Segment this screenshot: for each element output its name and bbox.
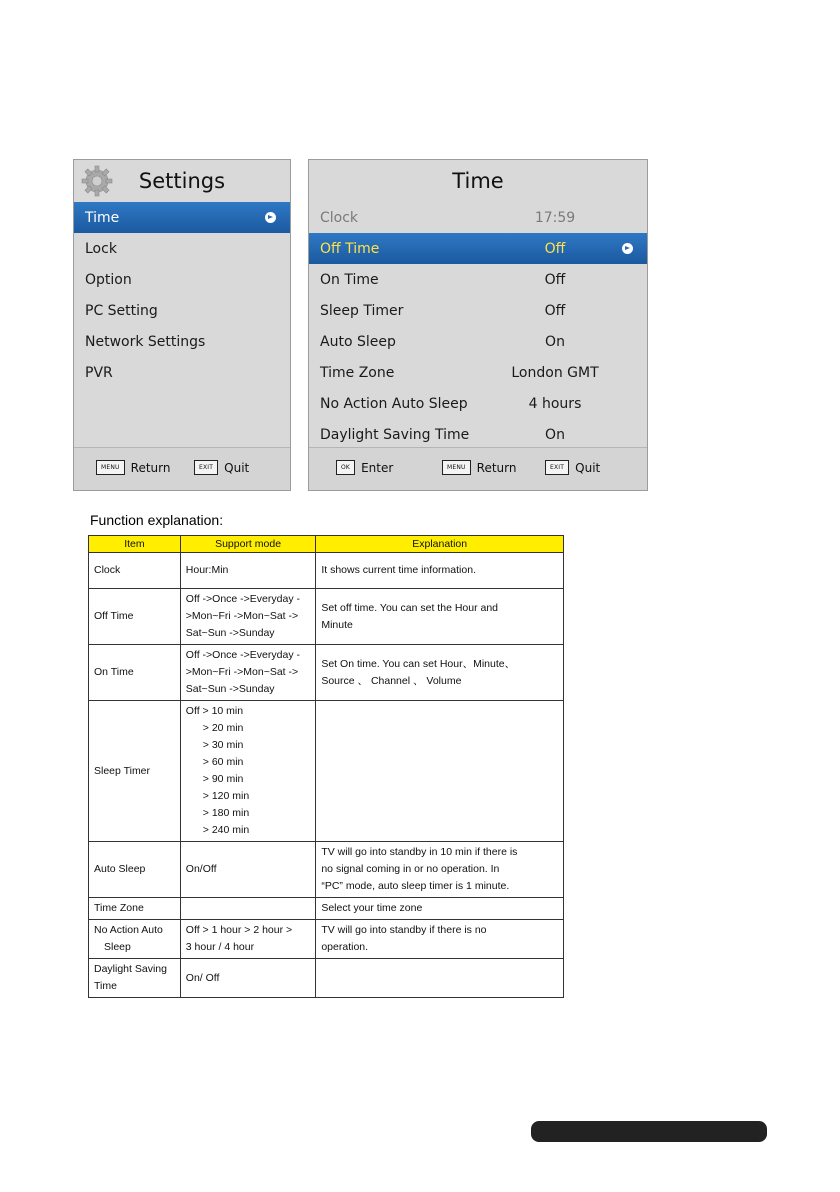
explanation-line: Source 、 Channel 、 Volume	[321, 674, 462, 687]
time-item-value: Off	[544, 302, 566, 319]
quit-label: Quit	[224, 460, 250, 475]
cell-explanation: Select your time zone	[316, 898, 564, 920]
support-line: Sat~Sun ->Sunday	[185, 627, 275, 639]
time-item-off-time[interactable]	[309, 233, 647, 264]
item-line: Time	[94, 980, 117, 992]
item-line: Daylight Saving	[94, 963, 167, 975]
cell-explanation	[316, 920, 564, 959]
time-header	[309, 160, 647, 202]
time-item-label: Off Time	[320, 240, 380, 257]
explanation-line: TV will go into standby if there is no	[321, 924, 487, 936]
time-menu-list	[309, 202, 647, 450]
time-item-on-time[interactable]	[309, 264, 647, 295]
quit-label: Quit	[575, 460, 601, 475]
menu-item-label: Time	[85, 209, 120, 226]
enter-button[interactable]	[336, 460, 393, 475]
menu-item-time[interactable]	[74, 202, 290, 233]
support-line: Sat~Sun ->Sunday	[185, 683, 275, 695]
menu-item-option[interactable]	[74, 264, 290, 295]
support-line: > 20 min	[202, 722, 244, 734]
function-explanation-title: Function explanation:	[90, 512, 224, 528]
exit-key-icon: EXIT	[545, 460, 569, 475]
time-item-daylight-saving[interactable]	[309, 419, 647, 450]
time-item-label: Daylight Saving Time	[320, 426, 470, 443]
cell-item: Off Time	[89, 589, 181, 645]
arrow-right-icon	[265, 212, 276, 223]
table-row	[89, 645, 564, 701]
support-line: > 90 min	[202, 773, 244, 785]
cell-support	[180, 898, 316, 920]
cell-explanation	[316, 959, 564, 998]
quit-button[interactable]	[545, 460, 600, 475]
explanation-line: no signal coming in or no operation. In	[321, 863, 500, 875]
cell-item: Auto Sleep	[89, 842, 181, 898]
menu-item-label: PVR	[85, 364, 113, 381]
cell-item: Time Zone	[89, 898, 181, 920]
menu-key-icon: MENU	[442, 460, 471, 475]
table-row	[89, 701, 564, 842]
cell-item: On Time	[89, 645, 181, 701]
item-line: No Action Auto	[94, 924, 163, 936]
cell-item: Clock	[89, 553, 181, 589]
time-item-value: Off	[544, 271, 566, 288]
cell-explanation	[316, 701, 564, 842]
column-header-explanation: Explanation	[316, 536, 564, 553]
settings-menu-panel	[73, 159, 291, 491]
menu-item-label: Lock	[85, 240, 117, 257]
time-item-value: 4 hours	[528, 395, 582, 412]
table-header-row	[89, 536, 564, 553]
cell-support	[180, 645, 316, 701]
return-button[interactable]	[96, 460, 170, 475]
time-item-label: Time Zone	[320, 364, 395, 381]
time-item-label: Clock	[320, 209, 359, 226]
menu-key-icon: MENU	[96, 460, 125, 475]
return-label: Return	[476, 460, 517, 475]
settings-footer	[74, 447, 290, 490]
time-item-clock	[309, 202, 647, 233]
support-line: > 180 min	[202, 807, 250, 819]
menu-item-network-settings[interactable]	[74, 326, 290, 357]
support-line: 3 hour / 4 hour	[185, 941, 255, 953]
cell-support: On/ Off	[180, 959, 316, 998]
table-row	[89, 959, 564, 998]
ok-key-icon: OK	[336, 460, 355, 475]
support-line: >Mon~Fri ->Mon~Sat ->	[185, 666, 299, 678]
table-row	[89, 898, 564, 920]
cell-item: Sleep Timer	[89, 701, 181, 842]
arrow-right-icon	[622, 243, 633, 254]
return-button[interactable]	[442, 460, 516, 475]
support-line: > 60 min	[202, 756, 244, 768]
support-line: Off ->Once ->Everyday -	[185, 649, 300, 661]
explanation-line: Minute	[321, 618, 353, 631]
time-item-value: 17:59	[534, 209, 576, 226]
time-item-value: On	[545, 426, 565, 443]
settings-menu-list	[74, 202, 290, 388]
cell-item	[89, 920, 181, 959]
menu-item-label: PC Setting	[85, 302, 158, 319]
explanation-line: TV will go into standby in 10 min if there is	[321, 846, 518, 858]
cell-explanation: It shows current time information.	[316, 553, 564, 589]
time-item-time-zone[interactable]	[309, 357, 647, 388]
explanation-line: Set On time. You can set Hour、Minute、	[321, 657, 516, 670]
time-title: Time	[452, 169, 504, 193]
menu-item-lock[interactable]	[74, 233, 290, 264]
exit-key-icon: EXIT	[194, 460, 218, 475]
table-row	[89, 589, 564, 645]
gear-icon	[80, 164, 114, 198]
cell-explanation	[316, 645, 564, 701]
cell-support: Hour:Min	[180, 553, 316, 589]
table-row	[89, 553, 564, 589]
time-item-sleep-timer[interactable]	[309, 295, 647, 326]
explanation-line: operation.	[321, 941, 369, 953]
time-item-value: On	[545, 333, 565, 350]
cell-support: On/Off	[180, 842, 316, 898]
table-row	[89, 842, 564, 898]
settings-title: Settings	[138, 169, 226, 193]
explanation-line: “PC” mode, auto sleep timer is 1 minute.	[321, 880, 510, 892]
cell-support	[180, 701, 316, 842]
column-header-item: Item	[89, 536, 181, 553]
cell-explanation	[316, 589, 564, 645]
cell-support	[180, 589, 316, 645]
time-item-label: Sleep Timer	[320, 302, 404, 319]
time-menu-panel	[308, 159, 648, 491]
support-line: > 120 min	[202, 790, 250, 802]
table-row	[89, 920, 564, 959]
support-line: > 30 min	[202, 739, 244, 751]
menu-item-label: Option	[85, 271, 132, 288]
time-item-label: Auto Sleep	[320, 333, 396, 350]
item-line: Sleep	[104, 941, 131, 953]
time-item-label: No Action Auto Sleep	[320, 395, 468, 412]
cell-item	[89, 959, 181, 998]
menu-item-label: Network Settings	[85, 333, 206, 350]
quit-button[interactable]	[194, 460, 249, 475]
function-explanation-table	[88, 535, 564, 998]
support-line: Off ->Once ->Everyday -	[185, 593, 300, 605]
time-item-auto-sleep[interactable]	[309, 326, 647, 357]
explanation-line: Set off time. You can set the Hour and	[321, 601, 499, 614]
time-item-value: London GMT	[511, 364, 599, 381]
support-line: Off > 10 min	[185, 705, 244, 717]
return-label: Return	[130, 460, 171, 475]
page-number-bar	[531, 1121, 767, 1142]
menu-item-pc-setting[interactable]	[74, 295, 290, 326]
column-header-support-mode: Support mode	[180, 536, 316, 553]
time-item-label: On Time	[320, 271, 379, 288]
time-footer	[309, 447, 647, 490]
menu-item-pvr[interactable]	[74, 357, 290, 388]
support-line: >Mon~Fri ->Mon~Sat ->	[185, 610, 299, 622]
support-line: > 240 min	[202, 824, 250, 836]
enter-label: Enter	[361, 460, 394, 475]
settings-header	[74, 160, 290, 202]
time-item-value: Off	[544, 240, 566, 257]
support-line: Off > 1 hour > 2 hour >	[185, 924, 293, 936]
cell-explanation	[316, 842, 564, 898]
cell-support	[180, 920, 316, 959]
time-item-no-action-auto-sleep[interactable]	[309, 388, 647, 419]
